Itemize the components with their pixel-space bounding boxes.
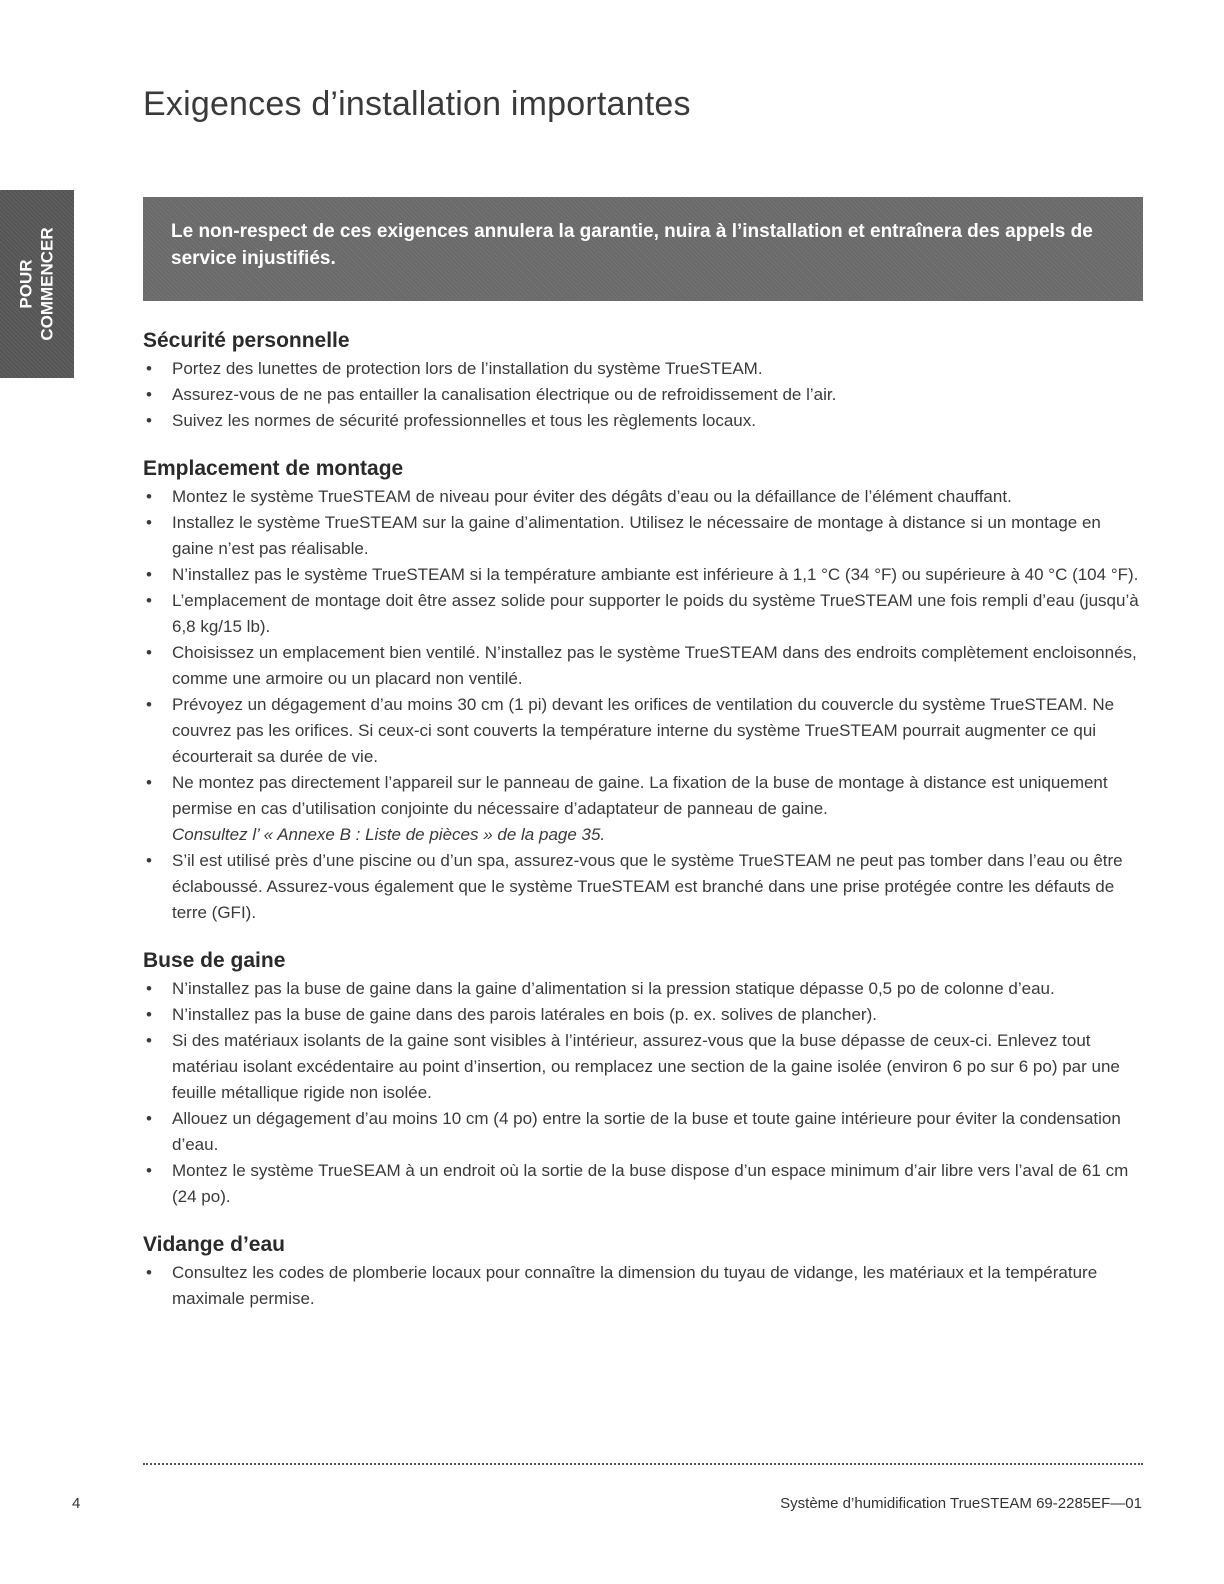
section-heading: Emplacement de montage	[143, 457, 404, 480]
list-item	[143, 770, 1143, 848]
appendix-reference-link[interactable]: Consultez l’ « Annexe B : Liste de pièces » de la page 35.	[172, 825, 606, 844]
list-item-text: Ne montez pas directement l’appareil sur le panneau de gaine. La fixation de la buse de montage à distance est uniquement permise en cas d’utilisation conjointe du nécessaire d’adaptateur de panneau de gaine.	[172, 773, 1108, 818]
list-item: • Assurez-vous de ne pas entailler la canalisation électrique ou de refroidissement de l’air.	[143, 382, 1143, 408]
section-duct-nozzle	[143, 946, 1143, 1210]
section-heading: Vidange d’eau	[143, 1233, 285, 1256]
list-item: • Installez le système TrueSTEAM sur la gaine d’alimentation. Utilisez le nécessaire de montage à distance si un montage en gaine n’est pas réalisable.	[143, 510, 1143, 562]
main-content	[143, 326, 1143, 1332]
list-item: • Prévoyez un dégagement d’au moins 30 cm (1 pi) devant les orifices de ventilation du couvercle du système TrueSTEAM. Ne couvrez pas les orifices. Si ceux-ci sont couverts la température interne du système TrueSTEAM pourrait augmenter ce qui écourterait sa durée de vie.	[143, 692, 1143, 770]
section-heading: Sécurité personnelle	[143, 329, 350, 352]
list-item: • Choisissez un emplacement bien ventilé. N’installez pas le système TrueSTEAM dans des endroits complètement encloisonnés, comme une armoire ou un placard non ventilé.	[143, 640, 1143, 692]
section-water-drain	[143, 1230, 1143, 1312]
list-item: • Portez des lunettes de protection lors de l’installation du système TrueSTEAM.	[143, 356, 1143, 382]
list-item: • Montez le système TrueSEAM à un endroit où la sortie de la buse dispose d’un espace minimum d’air libre vers l’aval de 61 cm (24 po).	[143, 1158, 1143, 1210]
bullet-list	[143, 356, 1143, 434]
list-item: • L’emplacement de montage doit être assez solide pour supporter le poids du système TrueSTEAM une fois rempli d’eau (jusqu’à 6,8 kg/15 lb).	[143, 588, 1143, 640]
list-item: • N’installez pas la buse de gaine dans des parois latérales en bois (p. ex. solives de plancher).	[143, 1002, 1143, 1028]
section-mounting-location	[143, 454, 1143, 926]
list-item: • N’installez pas la buse de gaine dans la gaine d’alimentation si la pression statique dépasse 0,5 po de colonne d’eau.	[143, 976, 1143, 1002]
list-item: • Allouez un dégagement d’au moins 10 cm (4 po) entre la sortie de la buse et toute gaine intérieure pour éviter la condensation d’eau.	[143, 1106, 1143, 1158]
section-side-tab	[0, 190, 74, 378]
section-personal-safety	[143, 326, 1143, 434]
list-item: • S’il est utilisé près d’une piscine ou d’un spa, assurez-vous que le système TrueSTEAM ne peut pas tomber dans l’eau ou être éclaboussé. Assurez-vous également que le système TrueSTEAM est branché dans une prise protégée contre les défauts de terre (GFI).	[143, 848, 1143, 926]
bullet-list	[143, 484, 1143, 926]
section-heading: Buse de gaine	[143, 949, 286, 972]
list-item: • N’installez pas le système TrueSTEAM si la température ambiante est inférieure à 1,1 °C (34 °F) ou supérieure à 40 °C (104 °F).	[143, 562, 1143, 588]
list-item: • Consultez les codes de plomberie locaux pour connaître la dimension du tuyau de vidange, les matériaux et la température maximale permise.	[143, 1260, 1143, 1312]
bullet-list	[143, 976, 1143, 1210]
footer-document-info: Système d’humidification TrueSTEAM 69-2285EF—01	[780, 1495, 1142, 1512]
list-item: • Si des matériaux isolants de la gaine sont visibles à l’intérieur, assurez-vous que la buse dépasse de ceux-ci. Enlevez tout matériau isolant excédentaire au point d’insertion, ou remplacez une section de la gaine isolée (environ 6 po sur 6 po) par une feuille métallique rigide non isolée.	[143, 1028, 1143, 1106]
side-tab-line-2: COMMENCER	[38, 227, 57, 341]
warning-banner: Le non-respect de ces exigences annulera la garantie, nuira à l’installation et entraînera des appels de service injustifiés.	[143, 197, 1143, 301]
footer-divider	[143, 1463, 1143, 1465]
list-item: • Montez le système TrueSTEAM de niveau pour éviter des dégâts d’eau ou la défaillance de l’élément chauffant.	[143, 484, 1143, 510]
page-title: Exigences d’installation importantes	[143, 84, 691, 123]
side-tab-line-1: POUR	[17, 259, 36, 309]
page-number: 4	[72, 1495, 81, 1512]
bullet-list	[143, 1260, 1143, 1312]
list-item: • Suivez les normes de sécurité professionnelles et tous les règlements locaux.	[143, 408, 1143, 434]
